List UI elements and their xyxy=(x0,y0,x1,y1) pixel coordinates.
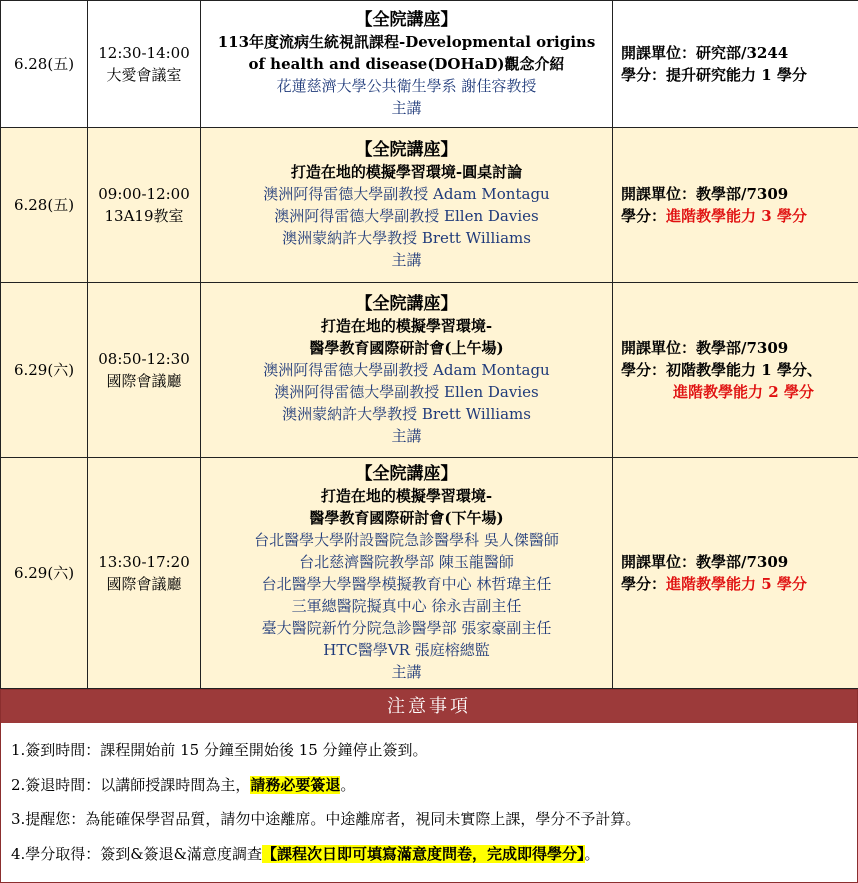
credit-prefix: 學分： xyxy=(621,207,667,225)
session-unit-cell xyxy=(613,458,858,689)
session-topic: 113年度流病生統視訊課程-Developmental origins xyxy=(217,33,596,51)
session-host-label: 主講 xyxy=(391,99,422,117)
session-time: 09:00-12:00 xyxy=(98,185,190,203)
session-title-cell xyxy=(201,128,613,283)
session-time: 13:30-17:20 xyxy=(98,553,190,571)
course-credit xyxy=(621,205,858,227)
notice-text: 。 xyxy=(584,845,600,863)
session-tag: 【全院講座】 xyxy=(355,294,458,314)
session-time-place xyxy=(88,1,201,128)
session-speaker: 澳洲蒙納許大學教授 Brett Williams xyxy=(282,405,531,423)
session-time: 12:30-14:00 xyxy=(98,44,190,62)
notice-text: 2.簽退時間：以講師授課時間為主， xyxy=(11,776,251,794)
session-host-label: 主講 xyxy=(391,427,422,445)
notice-item-checkin: 1.簽到時間：課程開始前 15 分鐘至開始後 15 分鐘停止簽到。 xyxy=(11,741,428,759)
session-tag: 【全院講座】 xyxy=(355,140,458,160)
session-host-label: 主講 xyxy=(391,251,422,269)
notice-item-credit xyxy=(11,843,600,865)
table-row xyxy=(1,283,858,458)
session-title-cell xyxy=(201,458,613,689)
session-title-cell xyxy=(201,1,613,128)
session-topic: 打造在地的模擬學習環境- xyxy=(320,317,493,335)
session-speaker: 三軍總醫院擬真中心 徐永吉副主任 xyxy=(291,597,522,615)
session-speaker: 澳洲蒙納許大學教授 Brett Williams xyxy=(282,229,531,247)
session-topic: 打造在地的模擬學習環境- xyxy=(320,487,493,505)
session-time: 08:50-12:30 xyxy=(98,350,190,368)
session-unit-cell xyxy=(613,1,858,128)
table-row xyxy=(1,458,858,689)
course-unit: 開課單位：研究部/3244 xyxy=(621,44,789,62)
session-topic: 打造在地的模擬學習環境-圓桌討論 xyxy=(290,163,523,181)
session-tag: 【全院講座】 xyxy=(355,464,458,484)
notice-item-reminder: 3.提醒您：為能確保學習品質，請勿中途離席。中途離席者，視同未實際上課，學分不予計算。 xyxy=(11,810,641,828)
session-speaker: 台北醫學大學附設醫院急診醫學科 吳人傑醫師 xyxy=(254,531,559,549)
credit-text-red: 進階教學能力 3 學分 xyxy=(666,207,807,225)
credit-text: 提升研究能力 1 學分 xyxy=(666,66,807,84)
session-speaker: 澳洲阿得雷德大學副教授 Ellen Davies xyxy=(274,207,539,225)
credit-text: 初階教學能力 1 學分、 xyxy=(666,361,822,379)
session-topic: of health and disease(DOHaD)觀念介紹 xyxy=(248,55,565,73)
credit-text-red: 進階教學能力 2 學分 xyxy=(673,383,814,401)
session-host-label: 主講 xyxy=(391,663,422,681)
session-speaker: 花蓮慈濟大學公共衛生學系 謝佳容教授 xyxy=(276,77,537,95)
course-unit: 開課單位：教學部/7309 xyxy=(621,339,789,357)
session-speaker: 台北慈濟醫院教學部 陳玉龍醫師 xyxy=(299,553,514,571)
notice-highlight: 請務必要簽退 xyxy=(250,776,341,794)
session-speaker: 臺大醫院新竹分院急診醫學部 張家豪副主任 xyxy=(261,619,552,637)
credit-text-red: 進階教學能力 5 學分 xyxy=(666,575,807,593)
credit-prefix: 學分： xyxy=(621,575,667,593)
notice-highlight: 【課程次日即可填寫滿意度問卷，完成即得學分】 xyxy=(262,845,585,863)
session-place: 13A19教室 xyxy=(104,207,184,225)
credit-prefix: 學分： xyxy=(621,66,667,84)
session-date: 6.28(五) xyxy=(1,128,88,283)
session-topic: 醫學教育國際研討會(下午場) xyxy=(309,509,504,527)
credit-prefix: 學分： xyxy=(621,361,667,379)
session-tag: 【全院講座】 xyxy=(355,10,458,30)
session-date: 6.29(六) xyxy=(1,458,88,689)
session-place: 大愛會議室 xyxy=(106,66,182,84)
session-speaker: 澳洲阿得雷德大學副教授 Ellen Davies xyxy=(274,383,539,401)
session-speaker: 澳洲阿得雷德大學副教授 Adam Montagu xyxy=(263,185,550,203)
notice-title: 注意事項 xyxy=(1,690,857,723)
session-time-place xyxy=(88,283,201,458)
session-unit-cell xyxy=(613,128,858,283)
session-date: 6.28(五) xyxy=(1,1,88,128)
session-speaker: 澳洲阿得雷德大學副教授 Adam Montagu xyxy=(263,361,550,379)
session-place: 國際會議廳 xyxy=(106,372,182,390)
session-time-place xyxy=(88,458,201,689)
session-unit-cell xyxy=(613,283,858,458)
course-credit-extra xyxy=(621,381,858,403)
session-topic: 醫學教育國際研討會(上午場) xyxy=(309,339,504,357)
session-place: 國際會議廳 xyxy=(106,575,182,593)
course-credit xyxy=(621,64,858,86)
session-speaker: 台北醫學大學醫學模擬教育中心 林哲瑋主任 xyxy=(261,575,552,593)
session-date: 6.29(六) xyxy=(1,283,88,458)
notice-box xyxy=(0,689,858,883)
notice-item-checkout xyxy=(11,774,355,796)
notice-text: 。 xyxy=(340,776,356,794)
course-unit: 開課單位：教學部/7309 xyxy=(621,185,789,203)
table-row xyxy=(1,128,858,283)
session-time-place xyxy=(88,128,201,283)
table-row xyxy=(1,1,858,128)
course-unit: 開課單位：教學部/7309 xyxy=(621,553,789,571)
course-credit xyxy=(621,573,858,595)
course-credit xyxy=(621,359,858,381)
notice-text: 4.學分取得：簽到&簽退&滿意度調查 xyxy=(11,845,263,863)
session-title-cell xyxy=(201,283,613,458)
session-speaker: HTC醫學VR 張庭榕總監 xyxy=(323,641,490,659)
